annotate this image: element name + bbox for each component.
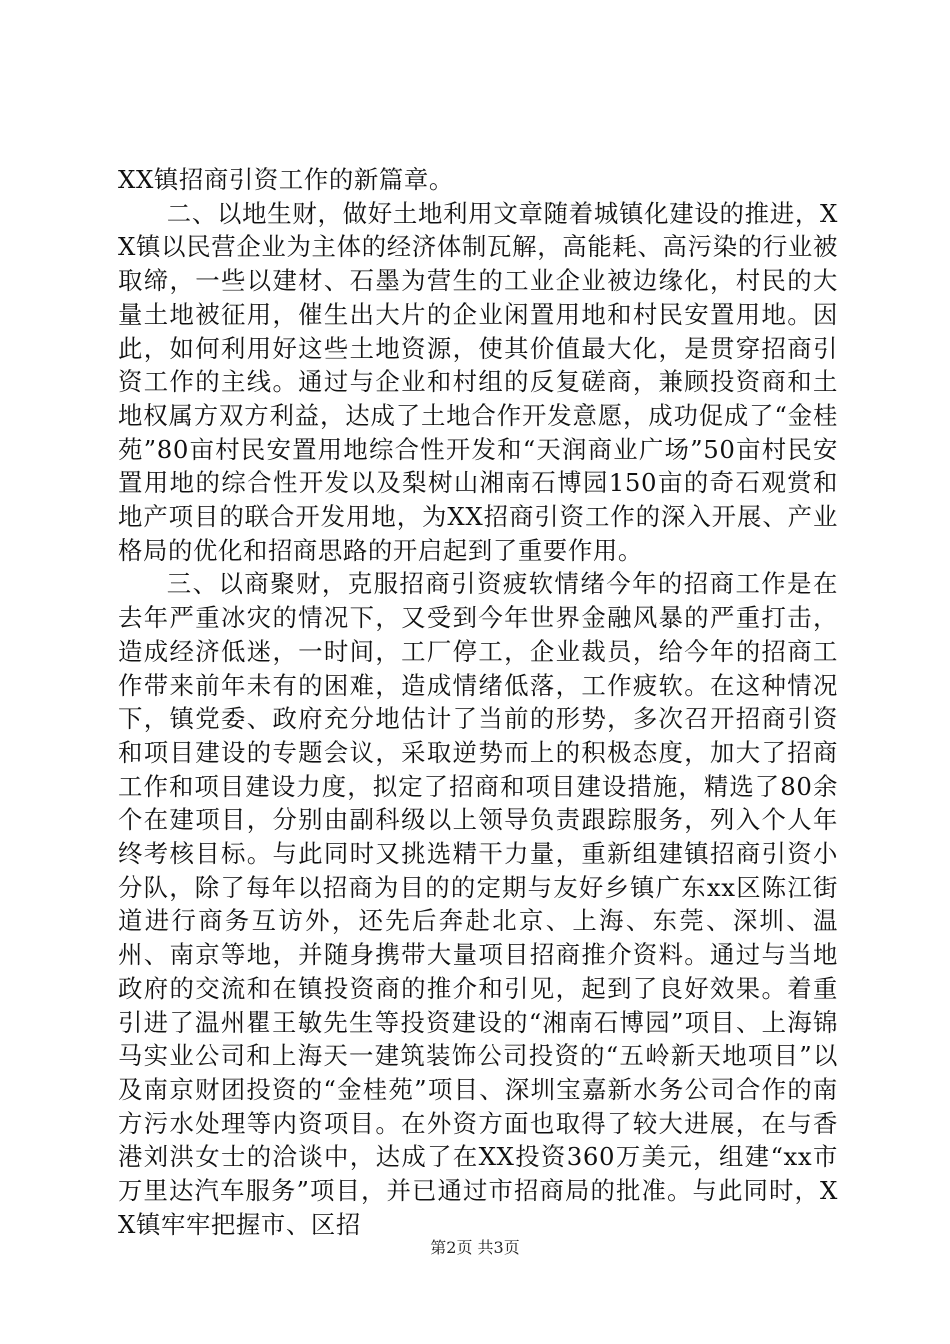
paragraph-3: 三、以商聚财，克服招商引资疲软情绪今年的招商工作是在去年严重冰灾的情况下，又受到今年世界金融风暴的严重打击，造成经济低迷，一时间，工厂停工，企业裁员，给今年的招商工作带来前年未有的困难，造成情绪低落，工作疲软。在这种情况下，镇党委、政府充分地估计了当前的形势，多次召开招商引资和项目建设的专题会议，采取逆势而上的积极态度，加大了招商工作和项目建设力度，拟定了招商和项目建设措施，精选了80余个在建项目，分别由副科级以上领导负责跟踪服务，列入个人年终考核目标。与此同时又挑选精干力量，重新组建镇招商引资小分队，除了每年以招商为目的的定期与友好乡镇广东xx区陈江街道进行商务互访外，还先后奔赴北京、上海、东莞、深圳、温州、南京等地，并随身携带大量项目招商推介资料。通过与当地政府的交流和在镇投资商的推介和引见，起到了良好效果。着重引进了温州瞿王敏先生等投资建设的“湘南石博园”项目、上海锦马实业公司和上海天一建筑装饰公司投资的“五岭新天地项目”以及南京财团投资的“金桂苑”项目、深圳宝嘉新水务公司合作的南方污水处理等内资项目。在外资方面也取得了较大进展，在与香港刘洪女士的洽谈中，达成了在XX投资360万美元，组建“xx市万里达汽车服务”项目，并已通过市招商局的批准。与此同时，XX镇牢牢把握市、区招 bbox=[118, 569, 838, 1239]
paragraph-2: 二、以地生财，做好土地利用文章随着城镇化建设的推进，XX镇以民营企业为主体的经济体制瓦解，高能耗、高污染的行业被取缔，一些以建材、石墨为营生的工业企业被边缘化，村民的大量土地被征用，催生出大片的企业闲置用地和村民安置用地。因此，如何利用好这些土地资源，使其价值最大化，是贯穿招商引资工作的主线。通过与企业和村组的反复磋商，兼顾投资商和土地权属方双方利益，达成了土地合作开发意愿，成功促成了“金桂苑”80亩村民安置用地综合性开发和“天润商业广场”50亩村民安置用地的综合性开发以及梨树山湘南石博园150亩的奇石观赏和地产项目的联合开发用地，为XX招商引资工作的深入开展、产业格局的优化和招商思路的开启起到了重要作用。 bbox=[118, 198, 838, 565]
body-text bbox=[118, 163, 838, 1242]
page-number-footer: 第2页 共3页 bbox=[430, 1238, 520, 1257]
paragraph-1: XX镇招商引资工作的新篇章。 bbox=[118, 165, 454, 194]
